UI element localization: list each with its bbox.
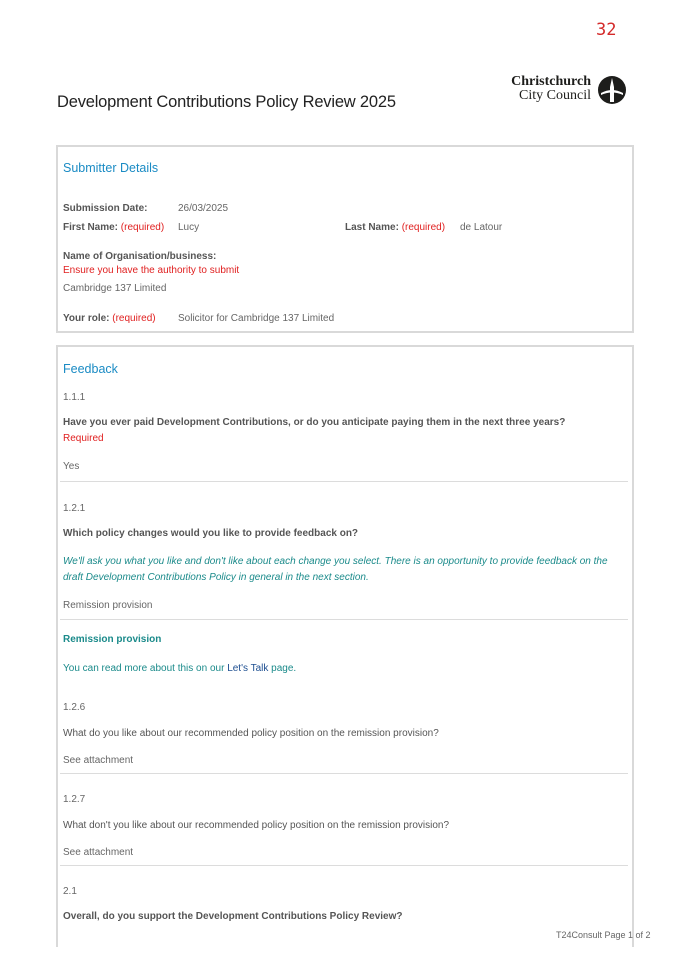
required-marker: (required) [112, 313, 156, 324]
question-number: 1.2.1 [63, 503, 86, 514]
submitter-details-title: Submitter Details [63, 161, 159, 175]
question-note: We'll ask you what you like and don't like about each change you select. There is an opportunity to provide feedback on the draft Development Contributions Policy in general in the next section. [63, 556, 608, 583]
divider [60, 865, 628, 866]
read-more-text [63, 663, 296, 674]
divider [60, 773, 628, 774]
question-text: What do you like about our recommended policy position on the remission provision? [63, 728, 439, 739]
answer-value: Remission provision [63, 600, 153, 611]
answer-value: See attachment [63, 755, 134, 766]
role-label-text: Your role: [63, 313, 110, 324]
cathedral-logo-icon [597, 75, 627, 105]
read-more-prefix: You can read more about this on our [63, 663, 228, 674]
page-footer: T24Consult Page 1 of 2 [556, 930, 651, 940]
last-name-value: de Latour [460, 222, 503, 233]
read-more-suffix: page. [268, 663, 297, 674]
submission-date-value: 26/03/2025 [178, 203, 229, 214]
logo-line-2: City Council [519, 88, 591, 103]
lets-talk-link[interactable]: Let's Talk [227, 663, 269, 674]
first-name-label [63, 222, 164, 233]
divider [60, 481, 628, 482]
feedback-title: Feedback [63, 362, 118, 376]
section-heading: Remission provision [63, 634, 162, 645]
divider [60, 619, 628, 620]
question-number: 2.1 [63, 886, 77, 897]
answer-value: Yes [63, 461, 80, 472]
logo-line-1: Christchurch [511, 74, 591, 89]
organisation-label: Name of Organisation/business: [63, 251, 217, 262]
first-name-value: Lucy [178, 222, 200, 233]
first-name-label-text: First Name: [63, 222, 119, 233]
organisation-warning: Ensure you have the authority to submit [63, 265, 240, 276]
submitter-details-panel [56, 145, 634, 333]
question-text: What don't you like about our recommended policy position on the remission provision? [63, 820, 450, 831]
required-marker: (required) [120, 222, 165, 233]
question-number: 1.1.1 [63, 392, 86, 403]
last-name-label-text: Last Name: [345, 222, 399, 233]
required-marker: (required) [401, 222, 446, 233]
answer-value: See attachment [63, 847, 134, 858]
role-label [63, 313, 156, 324]
submission-date-label: Submission Date: [63, 203, 148, 214]
question-text: Overall, do you support the Development Contributions Policy Review? [63, 911, 403, 922]
question-text: Have you ever paid Development Contributions, or do you anticipate paying them in the next three years? [63, 417, 566, 428]
role-value: Solicitor for Cambridge 137 Limited [178, 313, 335, 324]
question-number: 1.2.6 [63, 702, 86, 713]
organisation-value: Cambridge 137 Limited [63, 283, 167, 294]
required-text: Required [63, 433, 104, 444]
feedback-panel [56, 345, 634, 947]
question-text: Which policy changes would you like to provide feedback on? [63, 528, 359, 539]
question-number: 1.2.7 [63, 794, 86, 805]
page-number: 32 [596, 20, 617, 40]
last-name-label [345, 222, 445, 233]
document-title: Development Contributions Policy Review 2025 [57, 93, 396, 111]
council-logo [503, 74, 629, 108]
